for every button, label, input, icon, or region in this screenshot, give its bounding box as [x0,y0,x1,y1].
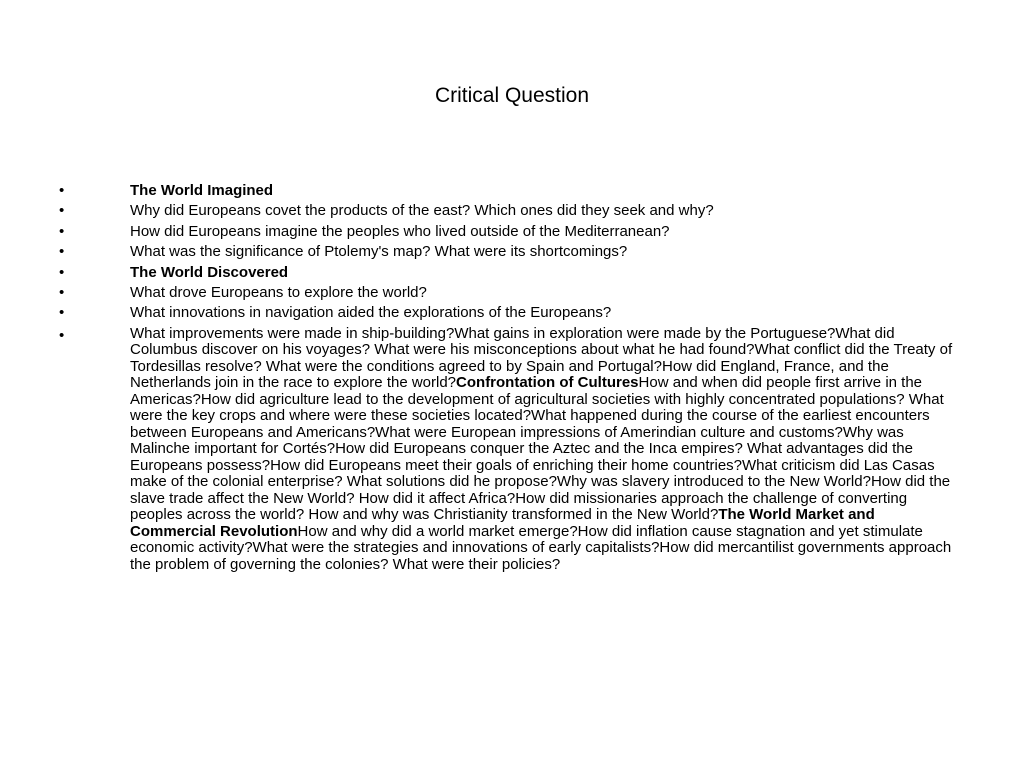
section-heading: The World Discovered [130,263,289,281]
bullet-item [0,222,1024,242]
bullet-icon: • [59,284,65,302]
bullet-text-segment: How and why did a world market emerge?How did inflation cause stagnation and yet stimulate economic activity?What were the strategies and innovations of early capitalists?How did mercantilist governments approach the problem of governing the colonies? What were their policies? [130,522,952,573]
bullet-text: What drove Europeans to explore the world? [130,284,427,302]
section-heading: The World Imagined [130,182,274,199]
bullet-text: What innovations in navigation aided the explorations of the Europeans? [130,304,612,322]
bullet-item [0,303,1024,323]
bullet-item [0,242,1024,262]
section-heading-inline: Confrontation of Cultures [456,374,639,392]
bullet-text-segment: How and when did people first arrive in the Americas?How did agriculture lead to the development of agricultural societies with highly concentrated populations? What were the key crops and where were these societies located?What happened during the course of the earliest encounters between Europeans and Americans?What were European impressions of Amerindian culture and customs?Why was Malinche important for Cortés?How did Europeans conquer the Aztec and the Inca empires? What advantages did the Europeans possess?How did Europeans meet their goals of enriching their home countries?What criticism did Las Casas make of the colonial enterprise? What solutions did he propose?Why was slavery introduced to the New World?How did the slave trade affect the New World? How did it affect Africa?How did missionaries approach the challenge of converting peoples across the world? How and why was Christianity transformed in the New World? [130,374,951,524]
bullet-item [0,181,1024,201]
bullet-item [0,201,1024,221]
slide-title: Critical Question [434,84,590,107]
bullet-icon: • [59,222,65,240]
bullet-icon: • [59,182,65,199]
bullet-item [0,283,1024,303]
bullet-text: How did Europeans imagine the peoples who lived outside of the Mediterranean? [130,222,670,240]
bullet-icon: • [59,243,65,261]
bullet-icon: • [59,304,65,322]
bullet-icon: • [59,326,65,344]
bullet-text: What was the significance of Ptolemy's map? What were its shortcomings? [130,243,628,261]
bullet-icon: • [59,202,65,220]
bullet-item [0,263,1024,283]
bullet-list [0,181,1024,573]
bullet-text-segment: What improvements were made in ship-building?What gains in exploration were made by the Portuguese?What did Columbus discover on his voyages? What were his misconceptions about what he had found?What conflict did the Treaty of Tordesillas resolve? What were the conditions agreed to by Spain and Portugal?How did England, France, and the Netherlands join in the race to explore the world? [130,324,953,392]
bullet-icon: • [59,263,65,281]
bullet-item [0,324,1024,574]
bullet-text: Why did Europeans covet the products of the east? Which ones did they seek and why? [130,202,714,220]
section-heading-inline: The World Market and Commercial Revolution [130,506,875,540]
